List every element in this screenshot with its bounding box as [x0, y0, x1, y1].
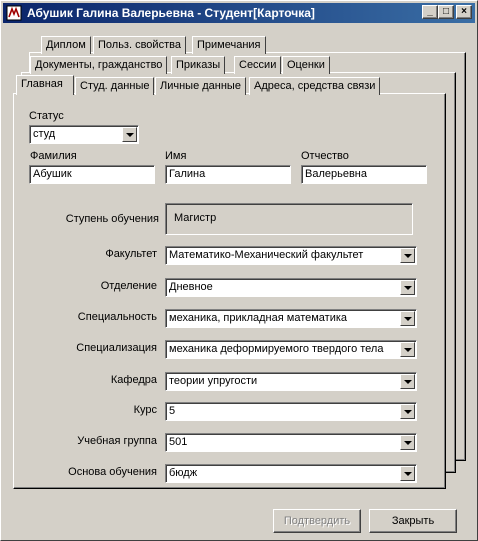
degree-field	[165, 203, 413, 235]
window-title: Абушик Галина Валерьевна - Студент[Карточка]	[27, 6, 315, 20]
chair-select[interactable]	[165, 372, 417, 391]
tab-diplom[interactable]: Диплом	[41, 36, 91, 54]
specialization-label: Специализация	[76, 342, 157, 354]
degree-value: Магистр	[174, 212, 217, 224]
chevron-down-icon[interactable]	[400, 342, 415, 357]
tab-addresses-contacts[interactable]: Адреса, средства связи	[249, 77, 380, 95]
group-value: 501	[169, 436, 188, 448]
specialty-label: Специальность	[77, 311, 157, 323]
surname-label: Фамилия	[30, 150, 77, 162]
chevron-down-icon[interactable]	[400, 311, 415, 326]
degree-label: Ступень обучения	[65, 213, 159, 225]
tab-personal-data[interactable]: Личные данные	[155, 77, 246, 95]
faculty-select[interactable]	[165, 246, 417, 265]
department-value: Дневное	[169, 281, 213, 293]
basis-value: бюдж	[169, 467, 198, 479]
tab-student-data[interactable]: Студ. данные	[75, 77, 154, 95]
close-window-button[interactable]: ×	[456, 5, 472, 19]
chair-label: Кафедра	[110, 374, 157, 386]
course-select[interactable]	[165, 402, 417, 421]
basis-select[interactable]	[165, 464, 417, 483]
patronymic-label: Отчество	[301, 150, 349, 162]
course-value: 5	[169, 405, 176, 417]
specialization-select[interactable]	[165, 340, 417, 359]
status-label: Статус	[29, 110, 64, 122]
specialty-select[interactable]	[165, 309, 417, 328]
tab-documents-citizenship[interactable]: Документы, гражданство	[30, 56, 167, 74]
patronymic-value: Валерьевна	[305, 168, 367, 180]
surname-value: Абушик	[33, 168, 72, 180]
name-value: Галина	[169, 168, 206, 180]
app-icon	[6, 5, 22, 21]
chevron-down-icon[interactable]	[400, 435, 415, 450]
department-label: Отделение	[100, 280, 157, 292]
chevron-down-icon[interactable]	[400, 466, 415, 481]
name-field[interactable]	[165, 165, 291, 184]
minimize-button[interactable]: _	[422, 5, 438, 19]
surname-field[interactable]	[29, 165, 155, 184]
basis-label: Основа обучения	[68, 466, 157, 478]
group-label: Учебная группа	[77, 435, 157, 447]
specialization-value: механика деформируемого твердого тела	[169, 343, 384, 355]
faculty-value: Математико-Механический факультет	[169, 249, 364, 261]
tab-user-properties[interactable]: Польз. свойства	[93, 36, 186, 54]
group-select[interactable]	[165, 433, 417, 452]
status-value: студ	[33, 128, 56, 140]
name-label: Имя	[165, 150, 187, 162]
specialty-value: механика, прикладная математика	[169, 312, 348, 324]
faculty-label: Факультет	[105, 248, 157, 260]
chevron-down-icon[interactable]	[400, 404, 415, 419]
status-select[interactable]	[29, 125, 139, 144]
tab-grades[interactable]: Оценки	[282, 56, 330, 74]
chair-value: теории упругости	[169, 375, 258, 387]
tab-sessions[interactable]: Сессии	[234, 56, 281, 74]
tab-orders[interactable]: Приказы	[171, 56, 225, 74]
title-bar[interactable]	[3, 3, 475, 23]
maximize-button[interactable]: □	[438, 5, 454, 19]
chevron-down-icon[interactable]	[400, 374, 415, 389]
chevron-down-icon[interactable]	[122, 127, 137, 142]
department-select[interactable]	[165, 278, 417, 297]
tab-notes[interactable]: Примечания	[192, 36, 266, 54]
chevron-down-icon[interactable]	[400, 280, 415, 295]
course-label: Курс	[133, 404, 157, 416]
tab-main[interactable]: Главная	[16, 75, 74, 95]
close-button[interactable]: Закрыть	[369, 509, 457, 533]
confirm-button[interactable]: Подтвердить	[273, 509, 361, 533]
chevron-down-icon[interactable]	[400, 248, 415, 263]
patronymic-field[interactable]	[301, 165, 427, 184]
